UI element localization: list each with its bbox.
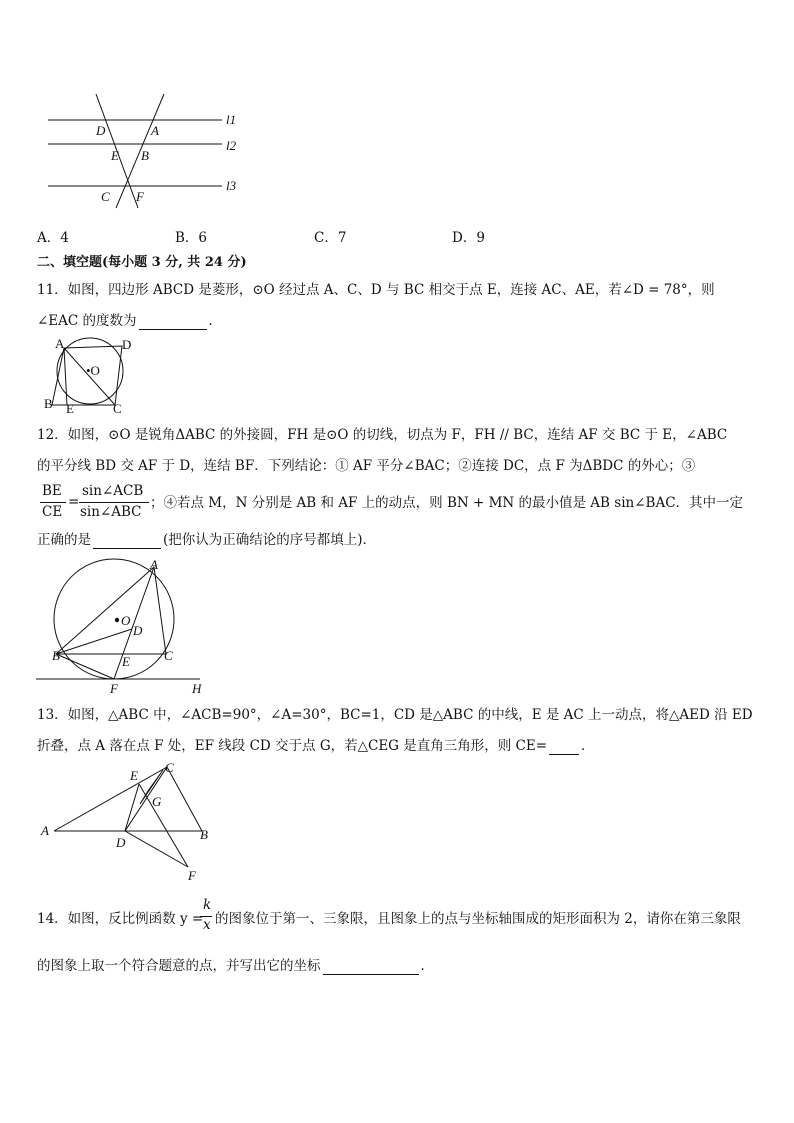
fig12-E: E xyxy=(122,654,130,669)
q11-line2-text: ∠EAC 的度数为 xyxy=(37,313,137,329)
fig13-B: B xyxy=(200,827,208,842)
fig12-O: O xyxy=(121,613,131,628)
q13-answer-blank[interactable] xyxy=(549,740,579,755)
fig13-E: E xyxy=(130,768,138,783)
fig11-E: E xyxy=(66,401,74,416)
q11-line2 xyxy=(37,312,222,330)
q13-line2 xyxy=(37,737,595,755)
fig13-F: F xyxy=(188,868,196,883)
parallel-lines-figure xyxy=(40,92,300,212)
option-d: D．9 xyxy=(452,230,485,246)
fig12-C: C xyxy=(164,648,173,663)
option-b: B．6 xyxy=(175,230,208,246)
fig13-A: A xyxy=(41,823,49,838)
q14-line1-b: 的图象位于第一、三象限，且图象上的点与坐标轴围成的矩形面积为 2，请你在第三象限 xyxy=(215,911,741,927)
q13-line2-text: 折叠，点 A 落在点 F 处，EF 线段 CD 交于点 G，若△CEG 是直角三角形，则 CE= xyxy=(37,738,548,754)
q12-line4-text: 正确的是 xyxy=(37,532,91,548)
q12-line1: 12．如图，⊙O 是锐角ΔABC 的外接圆，FH 是⊙O 的切线，切点为 F，FH // BC，连结 AF 交 BC 于 E，∠ABC xyxy=(37,427,728,443)
frac-sin-acb: sin∠ACB xyxy=(82,483,144,499)
fig11-O: •O xyxy=(86,363,100,378)
q14-line2 xyxy=(37,957,434,975)
q14-line1-a: 14．如图，反比例函数 y = xyxy=(37,911,204,927)
fig12-H: H xyxy=(192,681,202,696)
option-c: C．7 xyxy=(314,230,347,246)
frac-ce: CE xyxy=(42,504,63,520)
fig11-B: B xyxy=(44,396,53,411)
q11-answer-blank[interactable] xyxy=(139,315,207,330)
q12-line4 xyxy=(37,531,376,549)
q14-line2-end: ． xyxy=(420,958,434,974)
fig13-D: D xyxy=(116,835,126,850)
q11-line2-end: ． xyxy=(208,313,223,329)
fig12-A: A xyxy=(150,557,158,572)
q12-line3: ；④若点 M，N 分别是 AB 和 AF 上的动点，则 BN + MN 的最小值是 AB sin∠BAC．其中一定 xyxy=(150,495,744,511)
label-A: A xyxy=(151,123,159,138)
fig12-F: F xyxy=(110,681,118,696)
q12-line4-end: (把你认为正确结论的序号都填上)． xyxy=(163,532,377,548)
q13-line2-end: ． xyxy=(581,738,595,754)
fig11-D: D xyxy=(122,337,132,352)
q12-answer-blank[interactable] xyxy=(93,534,161,549)
frac-be: BE xyxy=(42,483,62,499)
q11-line1: 11．如图，四边形 ABCD 是菱形，⊙O 经过点 A、C、D 与 BC 相交于点 E，连接 AC、AE，若∠D = 78°，则 xyxy=(37,282,715,298)
fig13-C: C xyxy=(165,760,174,775)
fig12-D: D xyxy=(133,623,143,638)
fig12-B: B xyxy=(52,648,60,663)
q14-answer-blank[interactable] xyxy=(323,960,419,975)
folded-triangle-figure xyxy=(38,760,228,883)
q14-line2-text: 的图象上取一个符合题意的点，并写出它的坐标 xyxy=(37,958,321,974)
label-B: B xyxy=(141,148,149,163)
label-l1: l1 xyxy=(226,112,237,127)
label-l3: l3 xyxy=(226,178,237,193)
section-title: 二、填空题(每小题 3 分, 共 24 分) xyxy=(37,255,247,270)
frac-line-left xyxy=(40,502,66,503)
label-l2: l2 xyxy=(226,138,237,153)
option-a: A．4 xyxy=(37,230,69,246)
label-E: E xyxy=(111,148,119,163)
circumcircle-tangent-figure xyxy=(36,556,236,696)
frac-line-right xyxy=(79,502,149,503)
fig11-C: C xyxy=(113,401,122,416)
q14-frac-k: k xyxy=(203,897,212,913)
q13-line1: 13．如图，△ABC 中，∠ACB=90°，∠A=30°，BC=1，CD 是△ABC 的中线，E 是 AC 上一动点，将△AED 沿 ED xyxy=(37,707,753,723)
rhombus-circle-figure xyxy=(40,336,140,416)
fig11-A: A xyxy=(55,336,65,351)
frac-sin-abc: sin∠ABC xyxy=(80,504,142,520)
fig13-G: G xyxy=(152,794,162,809)
label-C: C xyxy=(101,189,110,204)
q14-frac-x: x xyxy=(203,917,211,933)
label-D: D xyxy=(96,123,106,138)
label-F: F xyxy=(136,189,144,204)
frac-equals: = xyxy=(68,494,80,510)
q12-line2: 的平分线 BD 交 AF 于 D，连结 BF．下列结论：① AF 平分∠BAC；②连接 DC，点 F 为ΔBDC 的外心；③ xyxy=(37,458,696,474)
